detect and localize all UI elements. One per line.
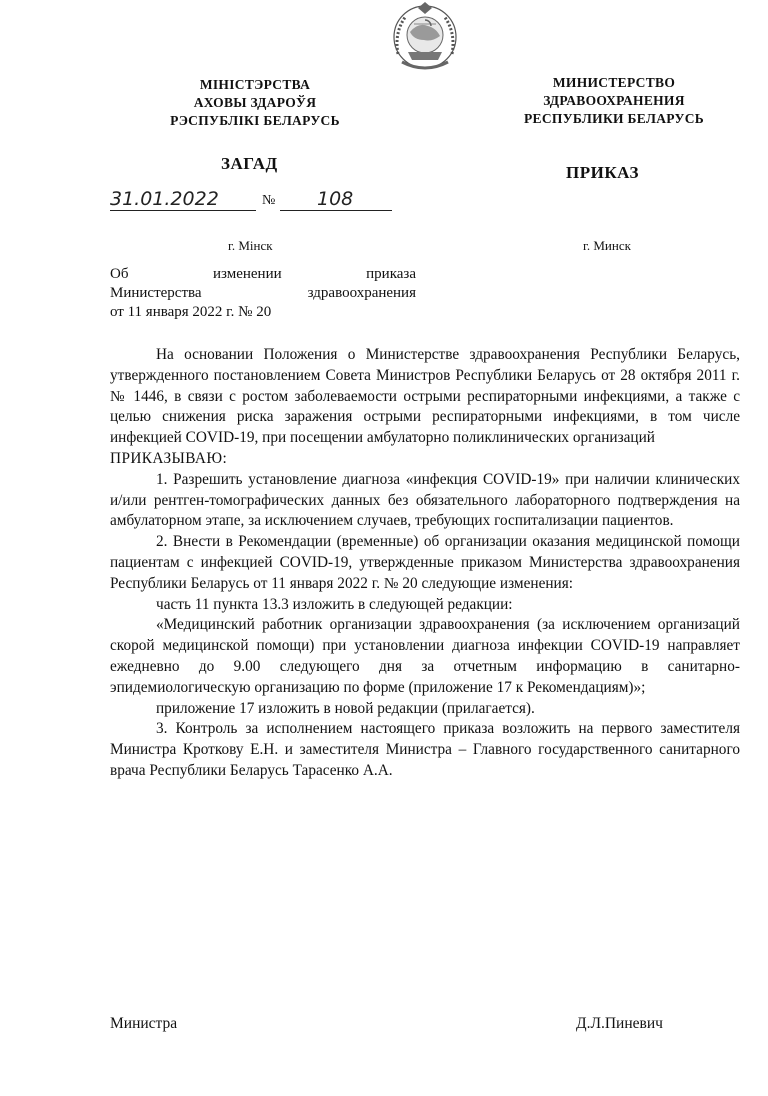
ministry-header-line: АХОВЫ ЗДАРОЎЯ xyxy=(193,95,317,110)
city-ru: г. Минск xyxy=(583,238,631,253)
ministry-header-line: МИНИСТЕРСТВО xyxy=(552,75,676,90)
registration-line xyxy=(110,190,400,212)
ministry-header-line: РЭСПУБЛІКІ БЕЛАРУСЬ xyxy=(170,113,340,128)
subject-line: Об изменении приказа xyxy=(110,266,416,282)
order-body xyxy=(110,345,740,782)
ministry-header-line: ЗДРАВООХРАНЕНИЯ xyxy=(543,93,685,108)
item-2-part-paragraph: часть 11 пункта 13.3 изложить в следующей редакции: xyxy=(156,595,513,613)
ministry-header-be xyxy=(140,76,370,130)
state-emblem-icon xyxy=(388,2,462,76)
item-1-paragraph: 1. Разрешить установление диагноза «инфекция COVID-19» при наличии клинических и/или рентген-томографических данных без обязательного лабораторного подтверждения на амбулаторном этапе, за исключением случаев, требующих госпитализации пациентов. xyxy=(110,470,740,530)
signature-name: Д.Л.Пиневич xyxy=(576,1015,663,1032)
ministry-header-line: МІНІСТЭРСТВА xyxy=(199,77,311,92)
date-underline xyxy=(110,210,256,211)
order-word: ПРИКАЗЫВАЮ: xyxy=(110,449,228,467)
number-underline xyxy=(280,210,392,211)
item-3-paragraph: 3. Контроль за исполнением настоящего приказа возложить на первого заместителя Министра Кроткову Е.Н. и заместителя Министра – Главного государственного санитарного врача Республики Беларусь Тарасенко А.А. xyxy=(110,720,740,779)
doc-type-ru: ПРИКАЗ xyxy=(566,163,639,182)
order-subject xyxy=(110,265,416,322)
item-2-quote-paragraph: «Медицинский работник организации здравоохранения (за исключением организаций скорой медицинской помощи) при установлении диагноза инфекции COVID-19 направляет ежедневно до 9.00 следующего дня за отчетным информацию в санитарно-эпидемиологическую организацию по форме (приложение 17 к Рекомендациям)»; xyxy=(110,616,740,696)
order-date: 31.01.2022 xyxy=(110,188,219,210)
doc-type-be: ЗАГАД xyxy=(221,154,278,173)
item-2-paragraph: 2. Внести в Рекомендации (временные) об организации оказания медицинской помощи пациентам с инфекцией COVID-19, утвержденные приказом Министерства здравоохранения Республики Беларусь от 11 января 2022 г. № 20 следующие изменения: xyxy=(110,533,740,592)
subject-line: от 11 января 2022 г. № 20 xyxy=(110,304,272,320)
item-2-annex-paragraph: приложение 17 изложить в новой редакции (прилагается). xyxy=(156,699,535,717)
city-be: г. Мінск xyxy=(228,238,273,253)
preamble-paragraph: На основании Положения о Министерстве здравоохранения Республики Беларусь, утвержденного постановлением Совета Министров Республики Беларусь от 28 октября 2011 г. № 1446, в связи с ростом заболеваемости острыми респираторными инфекциями, а также с целью снижения риска заражения острыми респираторными инфекциями, в том числе инфекцией COVID-19, при посещении амбулаторно поликлинических организаций xyxy=(110,346,740,447)
ministry-header-ru xyxy=(498,74,730,128)
number-sign: № xyxy=(262,193,276,208)
ministry-header-line: РЕСПУБЛИКИ БЕЛАРУСЬ xyxy=(524,111,704,126)
signature-position: Министра xyxy=(110,1015,178,1032)
subject-line: Министерства здравоохранения xyxy=(110,285,416,301)
order-number: 108 xyxy=(317,188,354,210)
